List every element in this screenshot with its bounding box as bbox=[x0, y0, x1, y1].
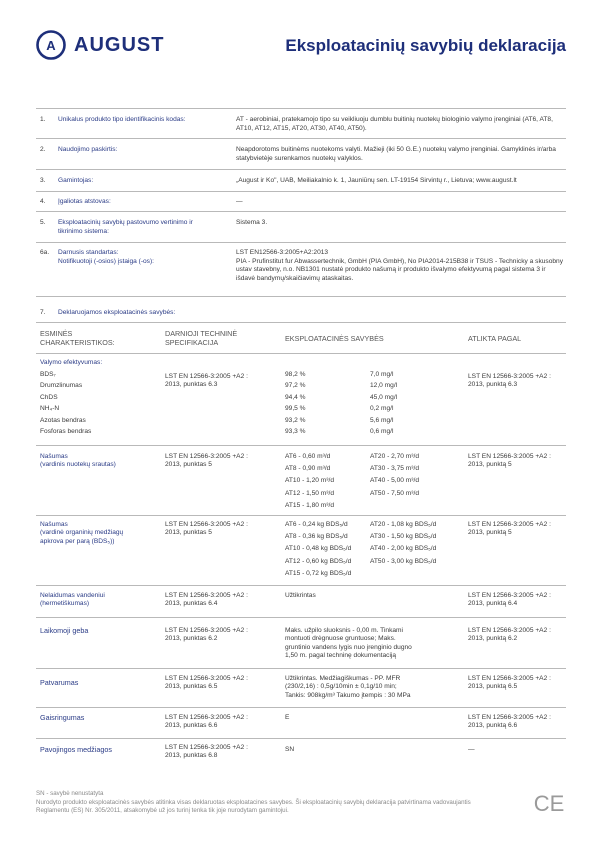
info-value: AT - aerobiniai, pratekamojo tipo su veikliuoju dumblu buitinių nuotekų biologinio valymo įrenginiai (AT6, AT8, AT10, AT12, AT15, AT20, AT30, AT40, AT50). bbox=[236, 116, 553, 132]
perf-load: Maks. užpilo sluoksnis - 0,00 m. Tinkami montuoti drėgnuose gruntuose; Maks. gruntinio vandens lygis nuo įrenginio dugno 1,50 m. pagal techninę dokumentaciją bbox=[285, 627, 412, 659]
capacity-flow-right bbox=[370, 451, 419, 500]
capacity-value: AT20 - 2,70 m³/d bbox=[370, 453, 419, 460]
load-value: AT40 - 2,00 kg BDS₅/d bbox=[370, 545, 437, 553]
info-number: 6a. bbox=[40, 249, 50, 256]
divider bbox=[36, 108, 566, 109]
load-value: AT12 - 0,60 kg BDS₅/d bbox=[285, 557, 352, 565]
info-number: 2. bbox=[40, 146, 46, 153]
per-capacity-flow: LST EN 12566-3:2005 +A2 : 2013, punktą 5 bbox=[468, 453, 551, 469]
efficiency-params bbox=[40, 369, 91, 437]
load-value: AT20 - 1,08 kg BDS₅/d bbox=[370, 521, 437, 528]
concentration-value: 7,0 mg/l bbox=[370, 371, 394, 378]
capacity-value: AT30 - 3,75 m³/d bbox=[370, 465, 419, 473]
capacity-value: AT50 - 7,50 m³/d bbox=[370, 489, 419, 497]
load-value: AT30 - 1,50 kg BDS₅/d bbox=[370, 533, 437, 541]
footnote bbox=[36, 790, 496, 816]
column-header-specification: DARNIOJI TECHNINĖ SPECIFIKACIJA bbox=[165, 329, 238, 347]
section-title: Deklaruojamos eksploatacinės savybės: bbox=[58, 309, 176, 316]
percent-value: 93,3 % bbox=[285, 428, 306, 436]
capacity-value: AT8 - 0,90 m³/d bbox=[285, 465, 331, 473]
info-value: „August ir Ko", UAB, Meiliakalnio k. 1, Jauniūnų sen. LT-19154 Širvintų r., Lietuva; www.august.lt bbox=[236, 177, 517, 184]
row-title-fire: Gaisringumas bbox=[40, 713, 85, 722]
row-title-capacity-organic: Našumas (vardinė organinių medžiagų apkrova per parą (BDS₅)) bbox=[40, 521, 124, 545]
load-value: AT10 - 0,48 kg BDS₅/d bbox=[285, 545, 352, 553]
per-efficiency: LST EN 12566-3:2005 +A2 : 2013, punktą 6.3 bbox=[468, 373, 551, 389]
perf-durability: Užtikrintas. Medžiagiškumas - PP. MFR (230/2,16) : 0,5g/10min ± 0,1g/10 min; Tankis: 908kg/m³ Takumo įtempis : 30 MPa bbox=[285, 675, 411, 699]
divider bbox=[36, 296, 566, 297]
section-7-heading bbox=[40, 309, 175, 316]
info-number: 5. bbox=[40, 219, 46, 226]
ce-mark-icon bbox=[532, 792, 566, 814]
perf-hazard: SN bbox=[285, 746, 295, 753]
ce-mark-text: CE bbox=[533, 792, 565, 814]
percent-value: 98,2 % bbox=[285, 371, 306, 378]
perf-fire: E bbox=[285, 714, 290, 721]
load-value: AT8 - 0,36 kg BDS₅/d bbox=[285, 533, 348, 541]
row-title-durability: Patvarumas bbox=[40, 678, 79, 687]
info-value: Sistema 3. bbox=[236, 219, 268, 226]
row-title-watertight: Nelaidumas vandeniui (hermetiškumas) bbox=[40, 592, 105, 608]
divider bbox=[36, 668, 566, 669]
per-durability: LST EN 12566-3:2005 +A2 : 2013, punktą 6.5 bbox=[468, 675, 551, 691]
column-header-characteristics: ESMINĖS CHARAKTERISTIKOS: bbox=[40, 329, 115, 347]
concentration-value: 5,6 mg/l bbox=[370, 416, 394, 424]
row-title-capacity-flow: Našumas (vardinis nuotekų srautas) bbox=[40, 453, 116, 469]
section-number: 7. bbox=[40, 309, 46, 316]
divider bbox=[36, 707, 566, 708]
august-logo-icon bbox=[36, 30, 66, 60]
param-nh4: NH₄-N bbox=[40, 405, 60, 413]
spec-efficiency: LST EN 12566-3:2005 +A2 : 2013, punktas 6.3 bbox=[165, 373, 248, 389]
percent-value: 97,2 % bbox=[285, 382, 306, 390]
spec-capacity-flow: LST EN 12566-3:2005 +A2 : 2013, punktas 5 bbox=[165, 453, 248, 469]
footnote-declaration: Nurodyto produkto eksploatacinės savybės atitinka visas deklaruotas eksploatacines savybes. Ši eksploatacinių savybių deklaracija patvirtinama vadovaujantis Reglamentu (ES) Nr. 305/2011, atsakomybė už jos turinį tenka tik joje nurodytam gamintojui. bbox=[36, 798, 471, 814]
divider bbox=[36, 191, 566, 192]
percent-value: 99,5 % bbox=[285, 405, 306, 413]
capacity-organic-right bbox=[370, 519, 436, 568]
divider bbox=[36, 169, 566, 170]
divider bbox=[36, 585, 566, 586]
capacity-value: AT10 - 1,20 m³/d bbox=[285, 477, 334, 485]
info-label: Gamintojas: bbox=[58, 177, 94, 184]
info-number: 1. bbox=[40, 116, 46, 123]
divider bbox=[36, 738, 566, 739]
column-header-performance: EKSPLOATACINĖS SAVYBĖS bbox=[285, 334, 384, 343]
param-nitrogen: Azotas bendras bbox=[40, 416, 86, 424]
info-label: Eksploatacinių savybių pastovumo vertinimo ir tikrinimo sistema: bbox=[58, 219, 193, 235]
info-number: 3. bbox=[40, 177, 46, 184]
concentration-value: 0,2 mg/l bbox=[370, 405, 394, 413]
spec-load: LST EN 12566-3:2005 +A2 : 2013, punktas 6.2 bbox=[165, 627, 248, 643]
info-label: Unikalus produkto tipo identifikacinis kodas: bbox=[58, 116, 186, 123]
param-cod: ChDS bbox=[40, 393, 58, 401]
divider bbox=[36, 353, 566, 354]
logo-letter: A bbox=[46, 38, 56, 53]
capacity-value: AT6 - 0,60 m³/d bbox=[285, 453, 331, 460]
brand-name: AUGUST bbox=[74, 34, 165, 56]
info-value: — bbox=[236, 198, 243, 205]
row-title-efficiency: Valymo efektyvumas: bbox=[40, 359, 103, 366]
row-title-load: Laikomoji geba bbox=[40, 626, 89, 635]
concentration-value: 45,0 mg/l bbox=[370, 393, 398, 401]
per-watertight: LST EN 12566-3:2005 +A2 : 2013, punktą 6.4 bbox=[468, 592, 551, 608]
spec-capacity-organic: LST EN 12566-3:2005 +A2 : 2013, punktas 5 bbox=[165, 521, 248, 537]
divider bbox=[36, 242, 566, 243]
efficiency-concentrations bbox=[370, 369, 397, 437]
divider bbox=[36, 138, 566, 139]
divider bbox=[36, 211, 566, 212]
concentration-value: 0,6 mg/l bbox=[370, 428, 394, 436]
spec-durability: LST EN 12566-3:2005 +A2 : 2013, punktas 6.5 bbox=[165, 675, 248, 691]
spec-watertight: LST EN 12566-3:2005 +A2 : 2013, punktas 6.4 bbox=[165, 592, 248, 608]
divider bbox=[36, 445, 566, 446]
spec-fire: LST EN 12566-3:2005 +A2 : 2013, punktas 6.6 bbox=[165, 714, 248, 730]
percent-value: 93,2 % bbox=[285, 416, 306, 424]
row-title-hazard: Pavojingos medžiagos bbox=[40, 745, 112, 754]
info-value: Neapdorotoms buitinėms nuotekoms valyti. Mažieji (iki 50 G.E.) nuotekų valymo įrenginiai. Gamyklinės ir/arba statybvietėje surenkamos nuotekų valyklos. bbox=[236, 146, 556, 162]
per-load: LST EN 12566-3:2005 +A2 : 2013, punktą 6.2 bbox=[468, 627, 551, 643]
info-number: 4. bbox=[40, 198, 46, 205]
percent-value: 94,4 % bbox=[285, 393, 306, 401]
info-label: Darnusis standartas: Notifikuotoji (-osios) įstaiga (-os): bbox=[58, 249, 155, 265]
capacity-organic-left bbox=[285, 519, 351, 580]
info-value: LST EN12566-3:2005+A2:2013 PIA - Prufinstitut fur Abwassertechnik, GmbH (PIA GmbH), No PIA2014-215B38 ir TSUS - Technicky a skusobny ustav stavebny, n.o. NB1301 nustatė produkto našumą ir produkto išvalymo efektyvumą pagal sistema 3 ir išdavė bandymų/skaičiavimų ataskaitas. bbox=[236, 249, 564, 282]
capacity-flow-left bbox=[285, 451, 334, 512]
param-bds: BDS₇ bbox=[40, 371, 56, 378]
load-value: AT6 - 0,24 kg BDS₅/d bbox=[285, 521, 348, 528]
footnote-legend: SN - savybė nenustatyta bbox=[36, 790, 104, 797]
column-header-per: ATLIKTA PAGAL bbox=[468, 334, 522, 343]
per-fire: LST EN 12566-3:2005 +A2 : 2013, punktą 6.6 bbox=[468, 714, 551, 730]
concentration-value: 12,0 mg/l bbox=[370, 382, 398, 390]
load-value: AT15 - 0,72 kg BDS₅/d bbox=[285, 569, 352, 577]
info-label: Naudojimo paskirtis: bbox=[58, 146, 118, 153]
info-label: Įgaliotas atstovas: bbox=[58, 198, 111, 205]
load-value: AT50 - 3,00 kg BDS₅/d bbox=[370, 557, 437, 565]
capacity-value: AT40 - 5,00 m³/d bbox=[370, 477, 419, 485]
spec-hazard: LST EN 12566-3:2005 +A2 : 2013, punktas 6.8 bbox=[165, 744, 248, 760]
per-hazard: — bbox=[468, 746, 475, 753]
per-capacity-organic: LST EN 12566-3:2005 +A2 : 2013, punktą 5 bbox=[468, 521, 551, 537]
page-title: Eksploatacinių savybių deklaracija bbox=[285, 36, 566, 55]
capacity-value: AT12 - 1,50 m³/d bbox=[285, 489, 334, 497]
perf-watertight: Užtikrintas bbox=[285, 592, 316, 599]
divider bbox=[36, 322, 566, 323]
param-phosphorus: Fosforas bendras bbox=[40, 428, 92, 436]
capacity-value: AT15 - 1,80 m³/d bbox=[285, 501, 334, 509]
header bbox=[36, 28, 566, 68]
efficiency-percents bbox=[285, 369, 306, 437]
divider bbox=[36, 617, 566, 618]
param-turbidity: Drumzlinumas bbox=[40, 382, 83, 390]
divider bbox=[36, 515, 566, 516]
